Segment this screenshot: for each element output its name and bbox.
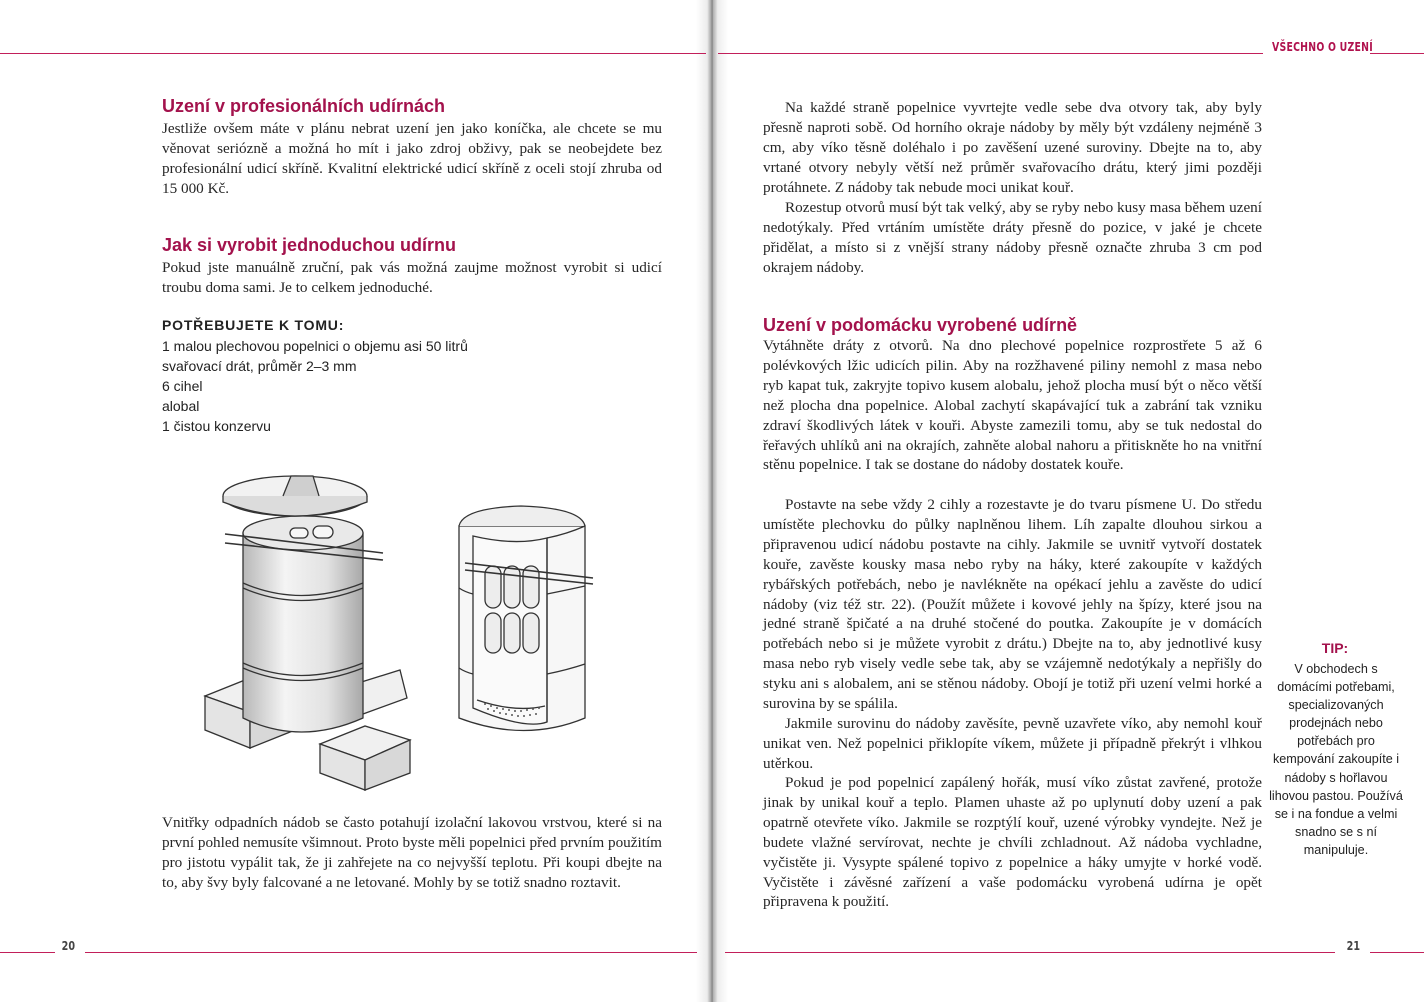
materials-title: POTŘEBUJETE K TOMU:	[162, 317, 345, 333]
bottom-rule-right-b	[1370, 952, 1424, 953]
tip-text: V obchodech s domácími potřebami, specializovaných prodejnách nebo potřebách pro kempování zakoupíte i nádoby s hořlavou lihovou pastou. Používá se i na fondue a velmi snadno se s ní manipuluje.	[1269, 662, 1403, 857]
paragraph-finish: Pokud je pod popelnicí zapálený hořák, musí víko zůstat zavřené, protože jinak by unikal kouř a teplo. Plamen uhaste až po uplynutí doby uzení a pak opatrně otevřete víko. Jakmile se rozptýlí kouř, uzené výrobky vyndejte. Než je budete vlažné servírovat, nechte je chvíli zchladnout. Až nádoba vychladne, vyčistěte ji. Vysypte spálené topivo z popelnice a háky umyjte v horké vodě. Vyčistěte i závěsné zařízení a vaše podomácku vyrobená udírna je opět připravena k použití.	[763, 774, 1262, 911]
materials-item: svařovací drát, průměr 2–3 mm	[162, 358, 357, 374]
paragraph-spacing: Rozestup otvorů musí být tak velký, aby se ryby nebo kusy masa během uzení nedotýkaly. Před vrtáním umístěte dráty přesně do pozice, v jaké je chcete přidělat, a místo si z vnější strany nádoby přesně označte zhruba 3 cm pod okrajem nádoby.	[763, 199, 1262, 276]
top-rule-right-end	[1370, 53, 1424, 54]
paragraph-lid: Jakmile surovinu do nádoby zavěsíte, pevně uzavřete víko, aby nemohl kouř unikat ven. Než popelnici přiklopíte víkem, můžete ji případně překrýt i vlhkou utěrkou.	[763, 715, 1262, 772]
smoker-barrel-illustration	[195, 468, 615, 793]
paragraph-professional: Jestliže ovšem máte v plánu nebrat uzení jen jako koníčka, ale chcete se mu věnovat seriózně a možná ho mít i jako zdroj obživy, pak se neobejdete bez profesionální udicí skříně. Kvalitní elektrické udicí skříně z oceli stojí zhruba od 15 000 Kč.	[162, 120, 662, 197]
materials-list	[162, 336, 468, 436]
bottom-rule-right-a	[725, 952, 1335, 953]
materials-item: 1 malou plechovou popelnici o objemu asi 50 litrů	[162, 338, 468, 354]
paragraph-diy: Pokud jste manuálně zruční, pak vás možná zaujme možnost vyrobit si udicí troubu doma sami. Je to celkem jednoduché.	[162, 259, 662, 296]
bottom-rule-left-b	[85, 952, 697, 953]
bottom-rule-left-a	[0, 952, 55, 953]
section-heading-professional: Uzení v profesionálních udírnách	[162, 96, 446, 116]
section-heading-diy: Jak si vyrobit jednoduchou udírnu	[162, 235, 457, 255]
page-number-right: 21	[1346, 939, 1361, 953]
paragraph-barrel-coating: Vnitřky odpadních nádob se často potahují izolační lakovou vrstvou, které si na první pohled nemusíte všimnout. Proto byste měli popelnici před prvním použitím pro jistotu vypálit tak, že ji zahřejete na co nejvyšší teplotu. Při koupi dbejte na to, aby švy byly falcované a ne letované. Mohly by se totiž snadno roztavit.	[162, 814, 662, 891]
top-rule-left	[0, 53, 706, 54]
paragraph-drilling: Na každé straně popelnice vyvrtejte vedle sebe dva otvory tak, aby byly přesně naproti sobě. Od horního okraje nádoby by měly být vzdáleny nejméně 3 cm, aby víko těsně doléhalo i po zavěšení uzené suroviny. Dbejte na to, aby vrtané otvory nebyly větší než průměr svařovacího drátu, který jimi později protáhnete. Z nádoby tak nebude moci unikat kouř.	[763, 99, 1262, 196]
book-gutter	[696, 0, 728, 1002]
top-rule-right	[718, 53, 1263, 54]
page-number-left: 20	[61, 939, 76, 953]
materials-item: 6 cihel	[162, 378, 203, 394]
tip-title: TIP:	[1321, 640, 1349, 656]
running-head: VŠECHNO O UZENÍ	[1272, 40, 1373, 54]
materials-item: alobal	[162, 398, 200, 414]
paragraph-sawdust: Vytáhněte dráty z otvorů. Na dno plechové popelnice rozprostřete 5 až 6 polévkových lžic udicích pilin. Aby na rozžhavené piliny nemohl z masa nebo ryb kapat tuk, zakryjte topivo kusem alobalu, jehož plocha musí být o něco větší než plocha dna popelnice. Alobal zachytí skapávající tuk a zabrání tak vzniku zdraví škodlivých látek v kouři. Abyste zamezili tomu, aby se tuk nedostal do řeřavých uhlíků ani na okrajích, zahněte alobal nahoru a přitiskněte ho na vnitřní stěnu popelnice. I tak se dostane do nádoby dostatek kouře.	[763, 337, 1262, 474]
section-heading-homemade: Uzení v podomácku vyrobené udírně	[763, 315, 1078, 335]
paragraph-bricks: Postavte na sebe vždy 2 cihly a rozestavte je do tvaru písmene U. Do středu umístěte plechovku do půlky naplněnou lihem. Líh zapalte dlouhou sirkou a připravenou udicí nádobu postavte na cihly. Jakmile se uvnitř vytvoří dostatek kouře, zavěste kousky masa nebo ryby na háky, které zakoupíte v každých rybářských potřebách, nebo je navlékněte na opékací jehlu a zavěste do udicí nádoby (viz též str. 22). (Použít můžete i kovové jehly na špízy, které jsou na jedné straně špičaté a na druhé stočené do poutka. Zakoupíte je v domácích potřebách nebo si je můžete vyrobit z drátu.) Dbejte na to, aby jednotlivé kusy masa nebo ryb visely vedle sebe tak, aby se vzájemně nedotýkaly a nepřišly do styku ani s alobalem, ani se stěnou nádoby. Obojí je totiž při uzení velmi horké a surovina by se spálila.	[763, 496, 1262, 713]
materials-item: 1 čistou konzervu	[162, 418, 271, 434]
